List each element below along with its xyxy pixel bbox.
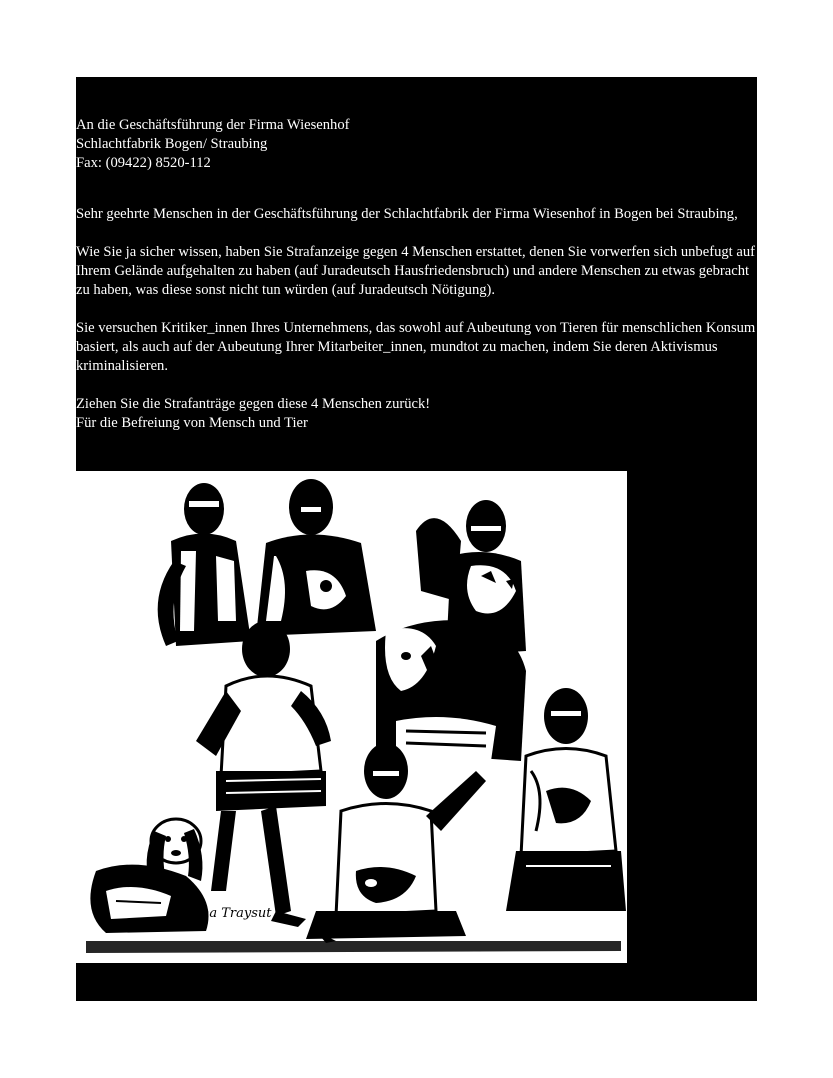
recipient-fax: Fax: (09422) 8520-112 [76, 155, 211, 171]
salutation: Sehr geehrte Menschen in der Geschäftsführung der Schlachtfabrik der Firma Wiesenhof in Bogen bei Straubing, [76, 206, 738, 222]
closing-slogan: Für die Befreiung von Mensch und Tier [76, 415, 308, 431]
closing-demand: Ziehen Sie die Strafanträge gegen diese 4 Menschen zurück! [76, 396, 431, 412]
recipient-line-1: An die Geschäftsführung der Firma Wiesenhof [76, 117, 350, 133]
figure-middle-right-with-dog [376, 620, 526, 766]
paragraph-accusation: Wie Sie ja sicher wissen, haben Sie Strafanzeige gegen 4 Menschen erstattet, denen Sie vorwerfen sich unbefugt auf Ihrem Gelände aufgehalten zu haben (auf Juradeutsch Hausfriedensbruch) und andere Menschen zu etwas gebracht zu haben, was diese sonst nicht tun würden (auf Juradeutsch Nötigung). [76, 244, 756, 298]
artist-signature: Jana Traysut [188, 906, 272, 921]
activists-with-animals-illustration [76, 471, 627, 963]
letter-page [76, 77, 757, 1001]
letter-body [76, 116, 757, 433]
recipient-line-2: Schlachtfabrik Bogen/ Straubing [76, 136, 268, 152]
paragraph-criticism: Sie versuchen Kritiker_innen Ihres Unternehmens, das sowohl auf Aubeutung von Tieren für menschlichen Konsum basiert, als auch auf der Aubeutung Ihrer Mitarbeiter_innen, mundtot zu machen, indem Sie deren Aktivismus kriminalisieren. [76, 320, 756, 374]
illustration-drawing [76, 471, 627, 963]
